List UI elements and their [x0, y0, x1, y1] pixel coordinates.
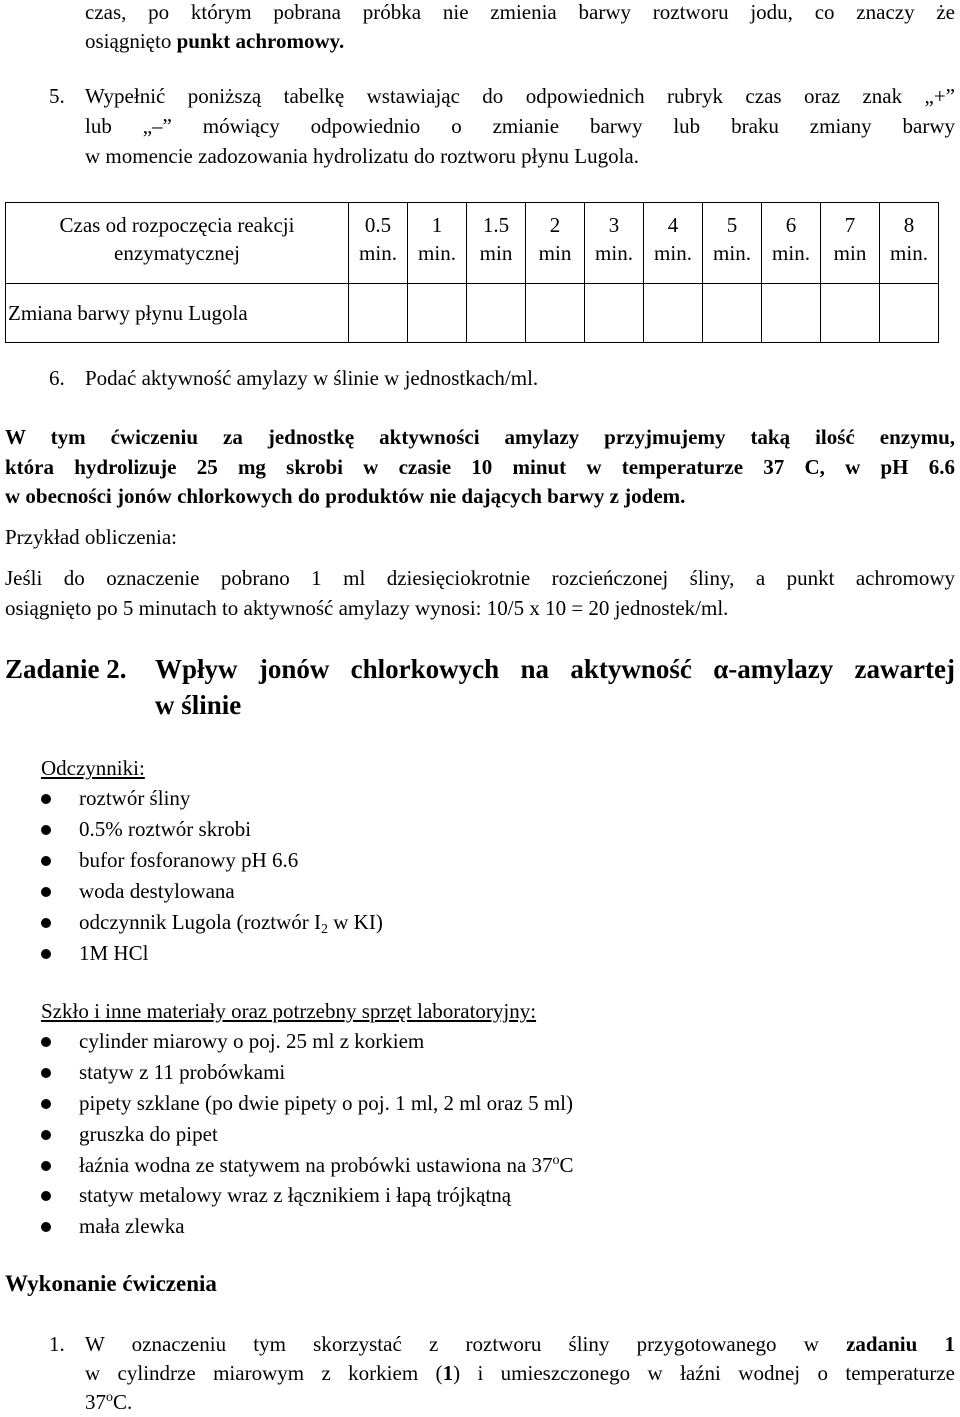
time-unit: min.	[772, 241, 810, 265]
empty-cell[interactable]	[349, 284, 408, 343]
equipment-item: cylinder miarowy o poj. 25 ml z korkiem	[79, 1029, 425, 1053]
reagent-item: woda destylowana	[79, 879, 235, 903]
bullet-icon	[41, 1068, 51, 1078]
wykonanie-line2-pre: w cylindrze miarowym z korkiem (	[85, 1361, 443, 1385]
time-unit: min.	[713, 241, 751, 265]
item5-number: 5.	[49, 84, 65, 108]
time-cell	[762, 203, 821, 284]
time-value: 0.5	[364, 213, 392, 237]
reagents-heading: Odczynniki:	[41, 756, 145, 780]
equipment-item: statyw metalowy wraz z łącznikiem i łapą trójkątną	[79, 1183, 512, 1207]
time-value: 1	[431, 213, 443, 237]
time-unit: min.	[890, 241, 928, 265]
time-cell	[880, 203, 939, 284]
equipment-item-bath	[79, 1151, 574, 1180]
time-unit: min.	[654, 241, 692, 265]
korek-number-bold: 1	[442, 1361, 454, 1385]
table-header-line2: enzymatycznej	[114, 241, 240, 265]
time-unit: min.	[418, 241, 456, 265]
item5-line3: w momencie zadozowania hydrolizatu do roztworu płynu Lugola.	[85, 144, 639, 168]
time-unit: min.	[359, 241, 397, 265]
example-line2: osiągnięto po 5 minutach to aktywność amylazy wynosi: 10/5 x 10 = 20 jednostek/ml.	[5, 596, 729, 620]
bullet-icon	[41, 825, 51, 835]
bullet-icon	[41, 1161, 51, 1171]
bullet-icon	[41, 887, 51, 897]
zadanie2-title-line2: w ślinie	[155, 690, 242, 720]
time-value: 7	[844, 213, 856, 237]
wykonanie-line3	[85, 1388, 132, 1417]
definition-line1: W tym ćwiczeniu za jednostkę aktywności amylazy przyjmujemy taką ilość enzymu,	[5, 425, 955, 449]
bath-text-pre: łaźnia wodna ze statywem na probówki ustawiona na 37	[79, 1153, 553, 1177]
time-unit: min	[479, 241, 513, 265]
wykonanie-line1	[85, 1330, 955, 1359]
wykonanie-line1-text: W oznaczeniu tym skorzystać z roztworu śliny przygotowanego w	[85, 1332, 847, 1356]
time-cell	[408, 203, 467, 284]
table-row-times	[6, 203, 939, 284]
equipment-item: mała zlewka	[79, 1214, 185, 1238]
time-cell	[526, 203, 585, 284]
empty-cell[interactable]	[408, 284, 467, 343]
time-value: 8	[903, 213, 915, 237]
bullet-icon	[41, 1130, 51, 1140]
time-value: 6	[785, 213, 797, 237]
time-cell	[644, 203, 703, 284]
table-header-cell	[6, 203, 349, 284]
reagent-item: 1M HCl	[79, 941, 149, 965]
bullet-icon	[41, 1191, 51, 1201]
definition-line2: która hydrolizuje 25 mg skrobi w czasie 10 minut w temperaturze 37 C, w pH 6.6	[5, 455, 955, 479]
lugol-text-pre: odczynnik Lugola (roztwór I	[79, 910, 322, 934]
lugol-subscript: 2	[321, 922, 329, 937]
item5-line2: lub „–” mówiący odpowiednio o zmianie barwy lub braku zmiany barwy	[85, 114, 955, 138]
equipment-item: gruszka do pipet	[79, 1122, 218, 1146]
time-cell	[349, 203, 408, 284]
equipment-item: statyw z 11 probówkami	[79, 1060, 286, 1084]
example-line1: Jeśli do oznaczenie pobrano 1 ml dziesięciokrotnie rozcieńczonej śliny, a punkt achromowy	[5, 566, 955, 590]
reagent-item: 0.5% roztwór skrobi	[79, 817, 252, 841]
time-value: 5	[726, 213, 738, 237]
temp-value: 37	[85, 1390, 106, 1414]
empty-cell[interactable]	[703, 284, 762, 343]
table-header-line1: Czas od rozpoczęcia reakcji	[59, 213, 295, 237]
time-cell	[585, 203, 644, 284]
time-value: 1.5	[482, 213, 510, 237]
wykonanie-line2-post: ) i umieszczonego w łaźni wodnej o temperaturze	[453, 1361, 955, 1385]
bullet-icon	[41, 949, 51, 959]
time-unit: min.	[595, 241, 633, 265]
row2-label: Zmiana barwy płynu Lugola	[6, 284, 349, 343]
time-value: 4	[667, 213, 679, 237]
empty-cell[interactable]	[644, 284, 703, 343]
time-cell	[703, 203, 762, 284]
lugol-text-post: w KI)	[328, 910, 383, 934]
empty-cell[interactable]	[585, 284, 644, 343]
empty-cell[interactable]	[880, 284, 939, 343]
time-value: 2	[549, 213, 561, 237]
reagent-item: roztwór śliny	[79, 786, 191, 810]
item6-text: Podać aktywność amylazy w ślinie w jednostkach/ml.	[85, 366, 539, 390]
empty-cell[interactable]	[821, 284, 880, 343]
reagent-item: bufor fosforanowy pH 6.6	[79, 848, 299, 872]
degree-superscript: o	[106, 1390, 113, 1405]
time-cell	[821, 203, 880, 284]
lugol-table	[5, 202, 939, 343]
reagent-item-lugol	[79, 908, 383, 937]
item5-line1: Wypełnić poniższą tabelkę wstawiając do odpowiednich rubryk czas oraz znak „+”	[85, 84, 955, 108]
wykonanie-number: 1.	[49, 1332, 65, 1356]
bullet-icon	[41, 918, 51, 928]
wykonanie-line2	[85, 1359, 955, 1388]
top-para-line1: czas, po którym pobrana próbka nie zmienia barwy roztworu jodu, co znaczy że	[85, 0, 955, 24]
bullet-icon	[41, 856, 51, 866]
empty-cell[interactable]	[467, 284, 526, 343]
zadanie2-title-line1: Wpływ jonów chlorkowych na aktywność α-amylazy zawartej	[155, 654, 955, 684]
empty-cell[interactable]	[762, 284, 821, 343]
zadanie2-label: Zadanie 2.	[5, 654, 127, 684]
table-row-color-change	[6, 284, 939, 343]
time-unit: min	[538, 241, 572, 265]
definition-line3: w obecności jonów chlorkowych do produktów nie dających barwy z jodem.	[5, 484, 686, 508]
bullet-icon	[41, 1222, 51, 1232]
time-value: 3	[608, 213, 620, 237]
equipment-heading: Szkło i inne materiały oraz potrzebny sprzęt laboratoryjny:	[41, 999, 537, 1023]
bullet-icon	[41, 1037, 51, 1047]
zadanie1-bold: zadaniu 1	[846, 1332, 955, 1356]
temp-unit: C.	[113, 1390, 133, 1414]
degree-superscript: o	[552, 1153, 560, 1168]
item6-number: 6.	[49, 366, 65, 390]
bullet-icon	[41, 794, 51, 804]
wykonanie-heading: Wykonanie ćwiczenia	[5, 1271, 217, 1296]
time-unit: min	[833, 241, 867, 265]
bullet-icon	[41, 1099, 51, 1109]
example-label: Przykład obliczenia:	[5, 525, 178, 549]
equipment-item: pipety szklane (po dwie pipety o poj. 1 ml, 2 ml oraz 5 ml)	[79, 1091, 573, 1115]
punkt-achromowy-bold: punkt achromowy.	[176, 29, 345, 53]
empty-cell[interactable]	[526, 284, 585, 343]
time-cell	[467, 203, 526, 284]
top-para-line2	[85, 27, 955, 56]
bath-text-post: C	[559, 1153, 574, 1177]
top-para-line2-text: osiągnięto	[85, 29, 177, 53]
